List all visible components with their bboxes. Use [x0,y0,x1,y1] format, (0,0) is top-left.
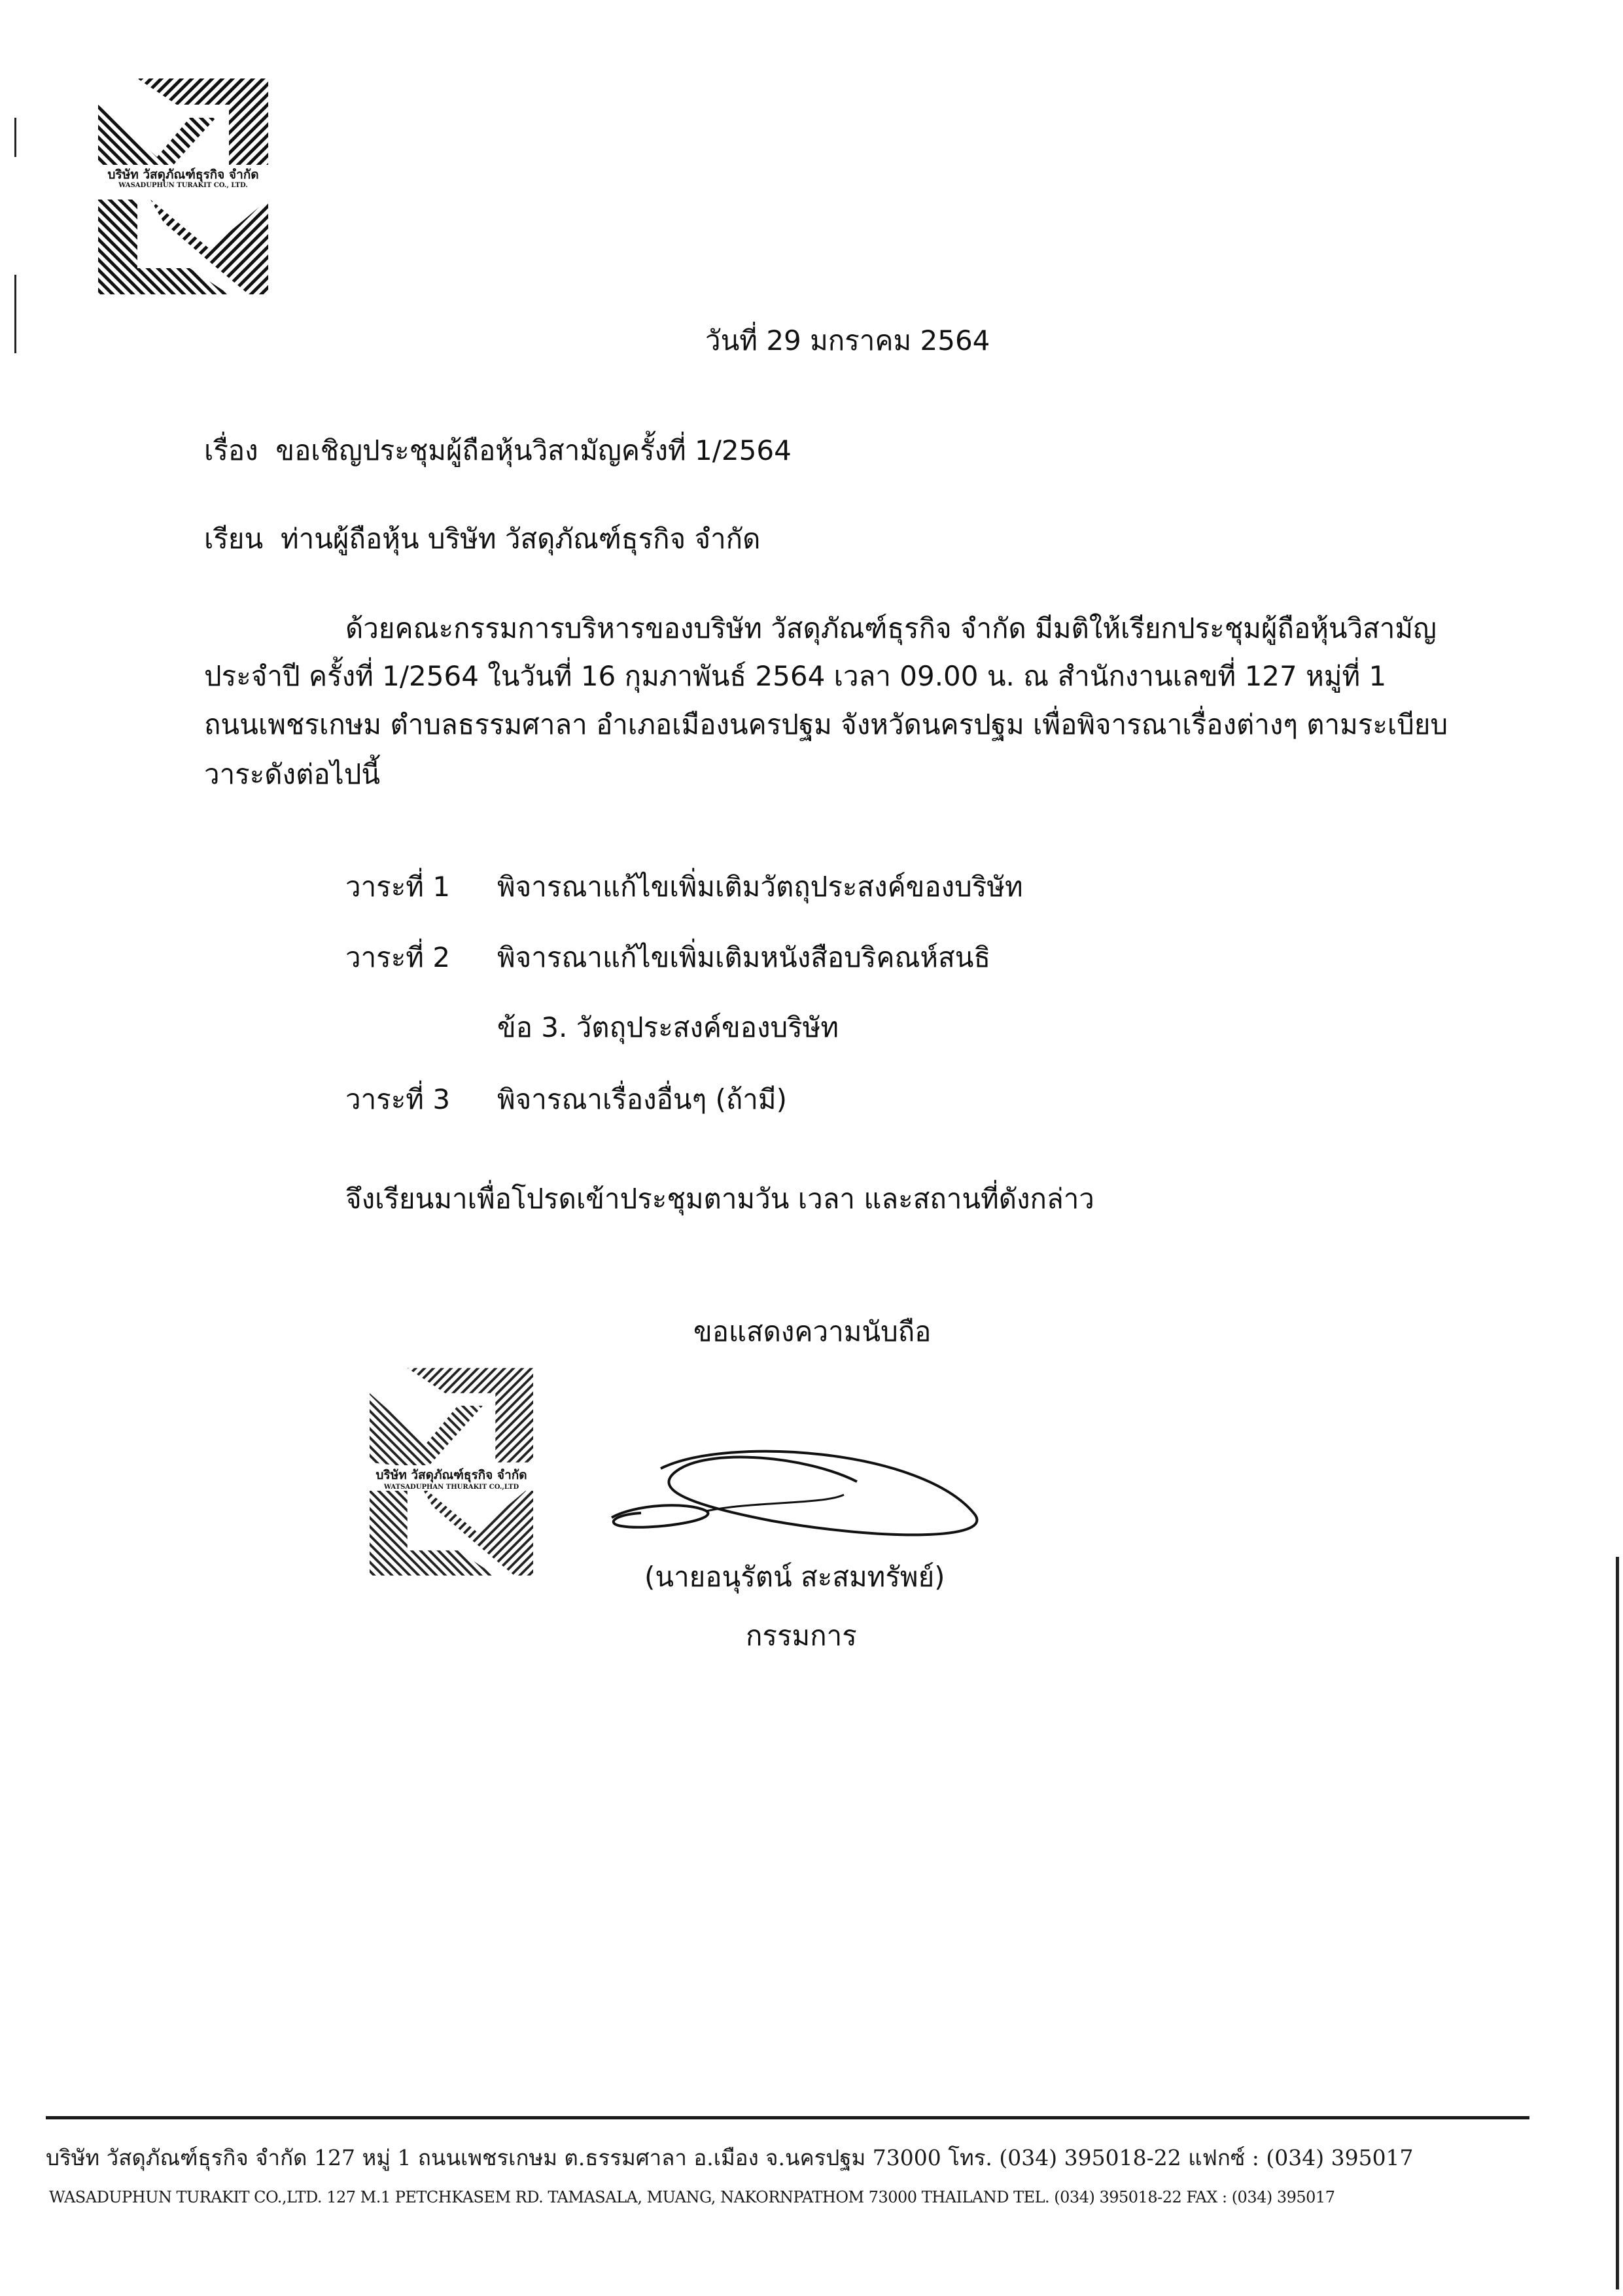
agenda-text: พิจารณาแก้ไขเพิ่มเติมวัตถุประสงค์ของบริษัท [497,871,1023,903]
stamp-name-en: WATSADUPHAN THURAKIT CO.,LTD [370,1484,533,1491]
recipient-text: ท่านผู้ถือหุ้น บริษัท วัสดุภัณฑ์ธุรกิจ จำกัด [280,523,761,555]
signatory-title: กรรมการ [746,1620,857,1652]
closing-line: จึงเรียนมาเพื่อโปรดเข้าประชุมตามวัน เวลา และสถานที่ดังกล่าว [345,1183,1094,1215]
logo-name-th: บริษัท วัสดุภัณฑ์ธุรกิจ จำกัด [98,165,268,184]
body-line: ด้วยคณะกรรมการบริหารของบริษัท วัสดุภัณฑ์ธุรกิจ จำกัด มีมติให้เรียกประชุมผู้ถือหุ้นวิสามัญ [345,612,1437,644]
subject-line [204,434,792,466]
recipient-label: เรียน [204,523,264,555]
body-line: ประจำปี ครั้งที่ 1/2564 ในวันที่ 16 กุมภาพันธ์ 2564 เวลา 09.00 น. ณ สำนักงานเลขที่ 127 หมู่ที่ 1 [204,660,1387,692]
agenda-label: วาระที่ 2 [345,941,451,973]
recipient-line [204,525,760,553]
footer-address-th: บริษัท วัสดุภัณฑ์ธุรกิจ จำกัด 127 หมู่ 1 ถนนเพชรเกษม ต.ธรรมศาลา อ.เมือง จ.นครปฐม 73000 โทร. (034) 395018-22 แฟกซ์ : (034) 395017 [46,2145,1414,2170]
agenda-subtext: ข้อ 3. วัตถุประสงค์ของบริษัท [497,1011,839,1043]
regards: ขอแสดงความนับถือ [693,1315,932,1348]
agenda-label: วาระที่ 1 [345,871,451,903]
scan-mark [14,118,16,157]
scan-edge-right [1616,1557,1619,2289]
signatory-name: (นายอนุรัตน์ สะสมทรัพย์) [644,1561,945,1593]
company-stamp [370,1367,533,1576]
subject-text: ขอเชิญประชุมผู้ถือหุ้นวิสามัญครั้งที่ 1/2564 [275,434,792,466]
agenda-text: พิจารณาแก้ไขเพิ่มเติมหนังสือบริคณห์สนธิ [497,941,991,973]
scan-mark [14,275,16,353]
stamp-name-th: บริษัท วัสดุภัณฑ์ธุรกิจ จำกัด [370,1465,533,1485]
company-logo [98,78,268,294]
letter-date: วันที่ 29 มกราคม 2564 [705,324,990,357]
body-line: วาระดังต่อไปนี้ [204,758,381,790]
footer-divider [46,2116,1529,2119]
body-line: ถนนเพชรเกษม ตำบลธรรมศาลา อำเภอเมืองนครปฐม จังหวัดนครปฐม เพื่อพิจารณาเรื่องต่างๆ ตามระเบียบ [204,708,1448,740]
agenda-text: พิจารณาเรื่องอื่นๆ (ถ้ามี) [497,1083,787,1115]
signature-scribble [608,1442,1014,1547]
subject-label: เรื่อง [204,434,258,466]
footer-address-en: WASADUPHUN TURAKIT CO.,LTD. 127 M.1 PETCHKASEM RD. TAMASALA, MUANG, NAKORNPATHOM 73000 THAILAND TEL. (034) 395018-22 FAX : (034) 395017 [49,2188,1335,2206]
agenda-label: วาระที่ 3 [345,1083,451,1115]
logo-name-en: WASADUPHUN TURAKIT CO., LTD. [98,182,268,189]
